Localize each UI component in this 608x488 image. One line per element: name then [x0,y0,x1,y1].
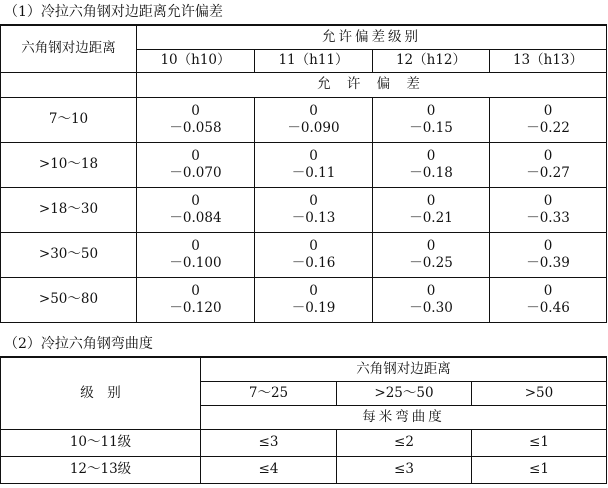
table1-caption: （1）冷拉六角钢对边距离允许偏差 [4,4,223,20]
table1-group-header: 允许偏差级别 [137,25,607,49]
lower-value: －0.100 [169,254,222,271]
upper-value: 0 [191,147,200,164]
lower-value: －0.120 [169,299,222,316]
range-header: >25～50 [337,381,472,405]
lower-value: －0.27 [526,164,570,181]
table-row [1,277,607,322]
lower-value: －0.13 [291,209,336,226]
table-row [1,97,607,142]
lower-value: －0.46 [526,299,570,316]
upper-value: 0 [426,102,436,119]
tolerance-cell [255,97,373,142]
upper-value: 0 [191,282,200,299]
grade-header: 10（h10） [137,49,255,72]
lower-value: －0.070 [169,164,222,181]
lower-value: －0.19 [291,299,336,316]
table-row [1,456,607,483]
tolerance-table [0,24,607,323]
range-cell: >18～30 [1,187,137,232]
grade-cell: 10～11级 [1,429,201,456]
lower-value: －0.22 [526,119,570,136]
table2-subheader: 每米弯曲度 [201,405,607,429]
range-cell: 7～10 [1,97,137,142]
tolerance-cell [490,97,607,142]
bend-value-cell: ≤1 [472,429,607,456]
range-cell: >10～18 [1,142,137,187]
upper-value: 0 [543,282,553,299]
range-cell: >30～50 [1,232,137,277]
grade-header: 12（h12） [373,49,490,72]
table1-row-header-spacer [1,72,137,97]
table-row [1,429,607,456]
lower-value: －0.058 [169,119,222,136]
table2-group-header: 六角钢对边距离 [201,357,607,381]
grade-cell: 12～13级 [1,456,201,483]
lower-value: －0.39 [526,254,570,271]
lower-value: －0.090 [287,119,340,136]
table2-caption: （2）冷拉六角钢弯曲度 [4,336,153,352]
tolerance-cell [490,142,607,187]
tolerance-cell [373,232,490,277]
table-row [1,232,607,277]
upper-value: 0 [543,102,553,119]
lower-value: －0.16 [291,254,336,271]
table2-row-header: 级 别 [1,357,201,429]
bend-value-cell: ≤3 [337,456,472,483]
tolerance-cell [373,97,490,142]
range-header: >50 [472,381,607,405]
lower-value: －0.084 [169,209,222,226]
lower-value: －0.11 [291,164,336,181]
bend-value-cell: ≤2 [337,429,472,456]
tolerance-cell [490,187,607,232]
tolerance-cell [490,277,607,322]
table-row [1,142,607,187]
upper-value: 0 [543,237,553,254]
lower-value: －0.30 [409,299,453,316]
tolerance-cell [373,142,490,187]
tolerance-cell [255,232,373,277]
grade-header: 11（h11） [255,49,373,72]
lower-value: －0.18 [409,164,453,181]
tolerance-cell [255,187,373,232]
tolerance-cell [490,232,607,277]
bend-value-cell: ≤1 [472,456,607,483]
range-header: 7～25 [201,381,337,405]
upper-value: 0 [426,192,436,209]
upper-value: 0 [543,192,553,209]
tolerance-cell [255,142,373,187]
bend-value-cell: ≤4 [201,456,337,483]
upper-value: 0 [543,147,553,164]
upper-value: 0 [191,102,200,119]
lower-value: －0.15 [409,119,453,136]
bending-table [0,356,607,484]
upper-value: 0 [426,282,436,299]
table-row [1,187,607,232]
upper-value: 0 [426,237,436,254]
upper-value: 0 [309,282,318,299]
upper-value: 0 [426,147,436,164]
upper-value: 0 [191,237,200,254]
lower-value: －0.25 [409,254,453,271]
upper-value: 0 [309,237,318,254]
grade-header: 13（h13） [490,49,607,72]
upper-value: 0 [309,147,318,164]
table1-row-header: 六角钢对边距离 [1,25,137,72]
lower-value: －0.33 [526,209,570,226]
range-cell: >50～80 [1,277,137,322]
tolerance-cell [137,232,255,277]
tolerance-cell [137,142,255,187]
tolerance-cell [137,187,255,232]
bend-value-cell: ≤3 [201,429,337,456]
tolerance-cell [137,277,255,322]
tolerance-cell [137,97,255,142]
tolerance-cell [373,277,490,322]
upper-value: 0 [309,102,318,119]
table1-subheader: 允 许 偏 差 [137,72,607,97]
upper-value: 0 [309,192,318,209]
lower-value: －0.21 [409,209,453,226]
tolerance-cell [373,187,490,232]
tolerance-cell [255,277,373,322]
upper-value: 0 [191,192,200,209]
